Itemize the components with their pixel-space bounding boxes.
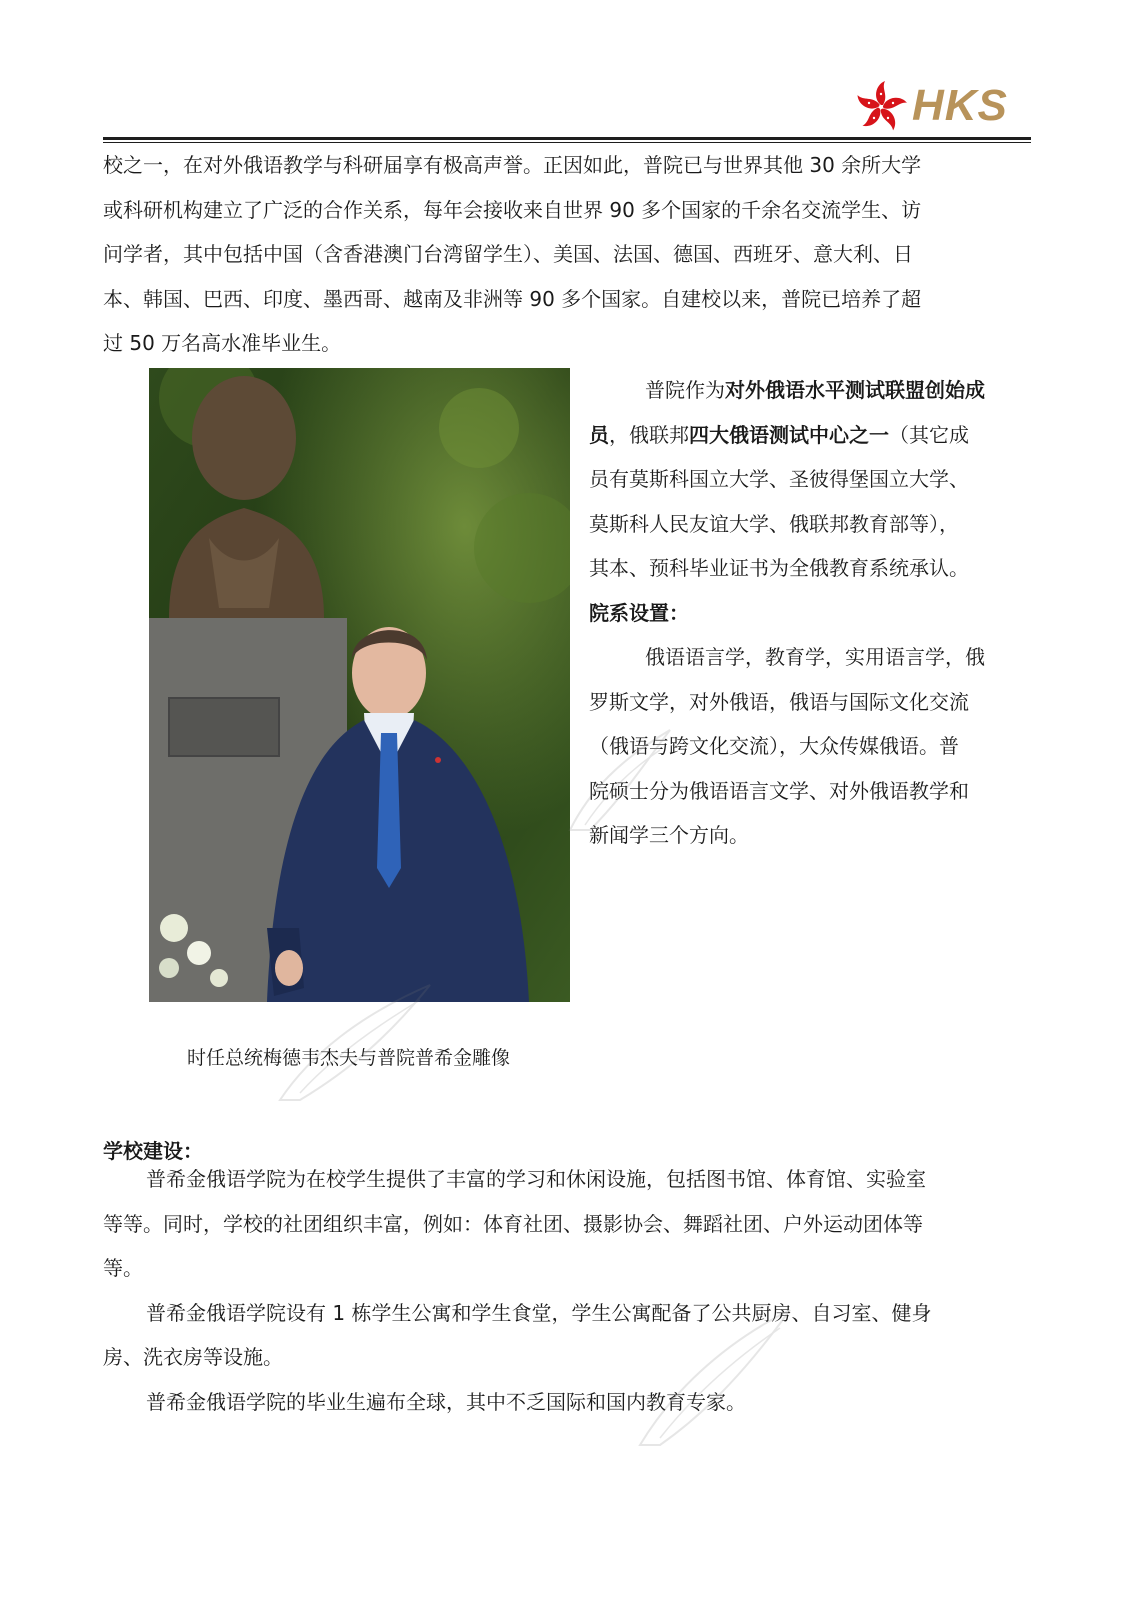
- right-line: （俄语与跨文化交流），大众传媒俄语。普: [589, 734, 959, 758]
- header-rule: [103, 137, 1031, 140]
- right-line: 院硕士分为俄语语言文学、对外俄语教学和: [589, 778, 969, 803]
- school-line: [103, 1157, 1031, 1202]
- bold-run: 员: [589, 422, 609, 447]
- school-paragraphs: [103, 1157, 1031, 1424]
- right-line: [589, 413, 1033, 458]
- school-section-title: 学校建设：: [103, 1139, 203, 1163]
- text-run: 普希金俄语学院设有 1 栋学生公寓和学生食堂，学生公寓配备了公共厨房、自习室、健身: [146, 1300, 932, 1325]
- department-title: [589, 591, 1033, 636]
- text-run: 俄语语言学，教育学，实用语言学，俄: [645, 645, 985, 669]
- logo-text: HKS: [912, 81, 1008, 130]
- president-statue-photo: [149, 368, 570, 1002]
- intro-line: 问学者，其中包括中国（含香港澳门台湾留学生）、美国、法国、德国、西班牙、意大利、日: [103, 242, 913, 266]
- right-line: 其本、预科毕业证书为全俄教育系统承认。: [589, 556, 969, 580]
- text-run: 普希金俄语学院为在校学生提供了丰富的学习和休闲设施，包括图书馆、体育馆、实验室: [146, 1167, 926, 1191]
- school-line: [103, 1291, 1031, 1336]
- school-line: 房、洗衣房等设施。: [103, 1345, 283, 1369]
- school-line: 等等。同时，学校的社团组织丰富，例如：体育社团、摄影协会、舞蹈社团、户外运动团体等: [103, 1211, 923, 1236]
- bauhinia-icon: [852, 78, 910, 136]
- text-run: （其它成: [889, 422, 969, 447]
- right-line: 员有莫斯科国立大学、圣彼得堡国立大学、: [589, 467, 969, 491]
- text-run: 普希金俄语学院的毕业生遍布全球，其中不乏国际和国内教育专家。: [146, 1389, 746, 1414]
- wing-watermark-icon: [630, 1300, 800, 1450]
- right-line: 新闻学三个方向。: [589, 823, 749, 847]
- photo-caption: 时任总统梅德韦杰夫与普院普希金雕像: [187, 1047, 511, 1069]
- right-line: 莫斯科人民友谊大学、俄联邦教育部等），: [589, 511, 959, 536]
- school-line: 等。: [103, 1256, 143, 1280]
- right-line: 罗斯文学，对外俄语，俄语与国际文化交流: [589, 689, 969, 714]
- right-line: [589, 368, 1033, 413]
- intro-line: 校之一，在对外俄语教学与科研届享有极高声誉。正因如此，普院已与世界其他 30 余所大学: [103, 153, 922, 177]
- text-run: 普院作为: [645, 378, 725, 402]
- wing-watermark-icon: [560, 720, 680, 840]
- intro-paragraph: [103, 143, 1031, 366]
- intro-line: 本、韩国、巴西、印度、墨西哥、越南及非洲等 90 多个国家。自建校以来，普院已培养了超: [103, 286, 922, 311]
- bold-run: 四大俄语测试中心之一: [689, 422, 889, 447]
- bold-run: 对外俄语水平测试联盟创始成: [725, 378, 985, 402]
- intro-line: 过 50 万名高水准毕业生。: [103, 331, 342, 355]
- bold-run: 院系设置：: [589, 600, 689, 625]
- wing-watermark-icon: [270, 975, 440, 1105]
- right-line: [589, 635, 1033, 680]
- school-line: [103, 1380, 1031, 1425]
- intro-line: 或科研机构建立了广泛的合作关系，每年会接收来自世界 90 多个国家的千余名交流学生、访: [103, 197, 922, 222]
- text-run: ，俄联邦: [609, 422, 689, 447]
- hks-logo: [858, 78, 1028, 136]
